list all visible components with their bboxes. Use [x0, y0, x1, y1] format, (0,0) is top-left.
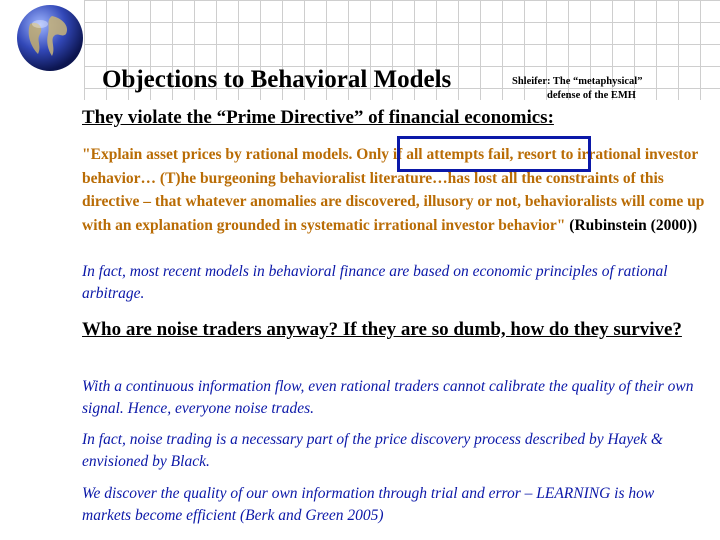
side-note-line1: Shleifer: The “metaphysical”: [512, 76, 643, 87]
heading-prime-directive: They violate the “Prime Directive” of financial economics:: [82, 107, 554, 128]
highlight-box: [397, 136, 591, 172]
globe-icon: [14, 2, 86, 74]
quote-citation: (Rubinstein (2000)): [569, 216, 698, 234]
paragraph-learning: We discover the quality of our own information through trial and error – LEARNING is how markets become efficient (Berk and Green 2005): [82, 485, 655, 524]
slide-title: Objections to Behavioral Models: [102, 66, 452, 93]
paragraph-continuous-information: With a continuous information flow, even rational traders cannot calibrate the quality of their own signal. Hence, everyone noise trades.: [82, 378, 694, 417]
quote-text: "Explain asset prices by rational models. Only if all attempts fail, resort to irrational investor behavior… (T)he burgeoning behavioralist literature…has lost all the constraints of this directive – that whatever anomalies are discovered, illusory or not, behavioralists will come up with an explanation grounded in systematic irrational investor behavior": [82, 146, 705, 234]
side-note-line2: defense of the EMH: [547, 90, 636, 101]
heading-noise-traders: Who are noise traders anyway? If they are so dumb, how do they survive?: [82, 319, 682, 340]
paragraph-price-discovery: In fact, noise trading is a necessary part of the price discovery process described by Hayek & envisioned by Black.: [82, 431, 663, 470]
paragraph-rational-arbitrage: In fact, most recent models in behavioral finance are based on economic principles of rational arbitrage.: [82, 263, 668, 302]
